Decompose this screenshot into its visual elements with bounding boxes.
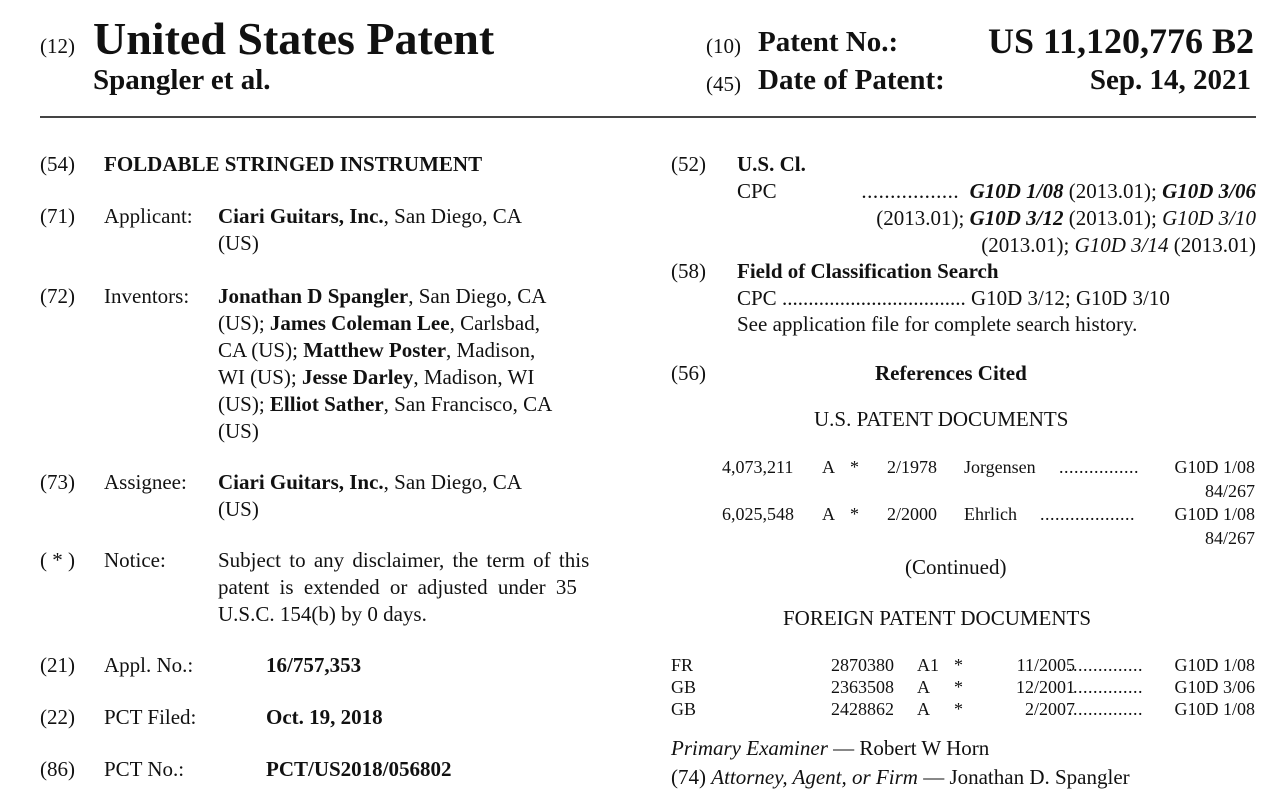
cpc-year: (2013.01); [1063,206,1163,230]
code-74: (74) [671,765,706,789]
code-10: (10) [706,34,741,58]
assignee-label: Assignee: [104,470,187,494]
inventor-location: , Madison, WI [413,365,535,389]
pct-no-value: PCT/US2018/056802 [266,757,452,781]
attorney-label: Attorney, Agent, or Firm [711,765,918,789]
foreign-patent-documents-title: FOREIGN PATENT DOCUMENTS [783,606,1092,630]
inventor-name: Jonathan D Spangler [218,284,409,308]
doc-number: 2428862 [831,699,894,719]
assignee-line [218,469,522,496]
doc-country: GB [671,699,697,719]
code-45: (45) [706,72,741,96]
doc-kind: A [917,677,930,697]
notice-label: Notice: [104,548,166,572]
doc-kind: A1 [917,655,939,675]
cpc-label: CPC [737,179,777,203]
doc-date: 2/2007 [1024,699,1075,719]
cpc-line-3 [981,232,1256,259]
applicant-country: (US) [218,231,259,255]
code-21: (21) [40,653,75,677]
inventor-country: (US); [218,392,270,416]
doc-subclass: 84/267 [1204,528,1255,548]
doc-star: * [850,457,859,477]
code-73: (73) [40,470,75,494]
search-history-note: See application file for complete search history. [737,312,1138,336]
cpc-class: G10D 3/10 [1162,206,1256,230]
doc-inventor: Ehrlich [964,504,1017,524]
doc-kind: A [917,699,930,719]
leader-dots: ............... [1068,677,1143,697]
inventor-country: (US); [218,311,270,335]
notice-line-2: patent is extended or adjusted under 35 [218,575,577,599]
doc-country: FR [671,655,694,675]
inventor-line-4 [218,364,534,391]
doc-star: * [954,699,963,719]
patent-type-title: United States Patent [93,13,495,64]
code-54: (54) [40,152,75,176]
code-22: (22) [40,705,75,729]
code-58: (58) [671,259,706,283]
doc-kind: A [822,504,835,524]
date-of-patent: Sep. 14, 2021 [1089,64,1251,96]
notice-line-1: Subject to any disclaimer, the term of this [218,548,590,572]
inventor-name: Matthew Poster [303,338,447,362]
patent-number: US 11,120,776 B2 [987,21,1254,61]
doc-number: 2363508 [831,677,894,697]
inventor-name: Jesse Darley [301,365,414,389]
inventor-location: , San Diego, CA [408,284,547,308]
invention-title: FOLDABLE STRINGED INSTRUMENT [104,152,483,176]
cpc-class: G10D 1/08 [969,179,1064,203]
doc-class: G10D 1/08 [1174,457,1255,477]
code-12: (12) [40,34,75,58]
notice-code: ( * ) [40,548,75,572]
leader-dots: ................ [1059,457,1139,477]
doc-star: * [954,677,963,697]
primary-examiner-name: — Robert W Horn [827,736,990,760]
header-rule [40,116,1256,118]
doc-class: G10D 3/06 [1174,677,1255,697]
cpc-year: (2013.01); [981,233,1075,257]
cpc-year: (2013.01) [1168,233,1256,257]
doc-subclass: 84/267 [1204,481,1255,501]
doc-star: * [954,655,963,675]
inventor-name: Elliot Sather [269,392,384,416]
inventor-location: , San Francisco, CA [383,392,553,416]
cpc-line-2 [876,205,1256,232]
code-56: (56) [671,361,706,385]
leader-dots: ................... [1040,504,1135,524]
inventor-location: , Madison, [446,338,536,362]
patent-no-label: Patent No.: [758,26,899,58]
cpc-class: G10D 3/12 [969,206,1064,230]
inventor-country: WI (US); [218,365,302,389]
doc-date: 12/2001 [1015,677,1075,697]
code-72: (72) [40,284,75,308]
applicant-location: , San Diego, CA [383,204,522,228]
applicant-line [218,203,522,230]
inventor-line-3 [218,337,535,364]
inventor-line-2 [218,310,540,337]
cpc-class: G10D 3/14 [1074,233,1169,257]
inventor-line-1 [218,283,546,310]
pct-filed-value: Oct. 19, 2018 [266,705,383,729]
doc-class: G10D 1/08 [1174,699,1255,719]
cpc-class: G10D 3/06 [1162,179,1256,203]
assignee-name: Ciari Guitars, Inc. [218,470,384,494]
cpc-line-1 [861,178,1256,205]
leader-dots: ................. [861,179,960,203]
first-inventor-et-al: Spangler et al. [93,64,271,96]
primary-examiner-label: Primary Examiner [671,736,828,760]
inventor-location: , Carlsbad, [449,311,540,335]
doc-date: 11/2005 [1016,655,1075,675]
doc-date: 2/2000 [887,504,938,524]
assignee-location: , San Diego, CA [383,470,522,494]
doc-kind: A [822,457,835,477]
inventor-name: James Coleman Lee [269,311,450,335]
leader-dots: ............... [1068,699,1143,719]
cpc-year: (2013.01); [1063,179,1163,203]
field-of-search-cpc: CPC ................................... G10D 3/12; G10D 3/10 [737,286,1170,310]
doc-star: * [850,504,859,524]
inventor-line-5 [218,391,552,418]
us-cl-label: U.S. Cl. [737,152,806,176]
primary-examiner-line [671,735,989,762]
pct-no-label: PCT No.: [104,757,185,781]
doc-date: 2/1978 [887,457,938,477]
inventor-country: CA (US); [218,338,304,362]
inventors-label: Inventors: [104,284,190,308]
doc-class: G10D 1/08 [1174,655,1255,675]
applicant-label: Applicant: [104,204,193,228]
attorney-name: — Jonathan D. Spangler [917,765,1130,789]
assignee-country: (US) [218,497,259,521]
doc-country: GB [671,677,697,697]
doc-class: G10D 1/08 [1174,504,1255,524]
continued-note: (Continued) [905,555,1007,579]
doc-number: 6,025,548 [722,504,794,524]
leader-dots: ............... [1068,655,1143,675]
references-cited-label: References Cited [875,361,1027,385]
applicant-name: Ciari Guitars, Inc. [218,204,384,228]
pct-filed-label: PCT Filed: [104,705,197,729]
inventor-line-6: (US) [218,419,259,443]
code-86: (86) [40,757,75,781]
us-patent-documents-title: U.S. PATENT DOCUMENTS [814,407,1069,431]
cpc-year: (2013.01); [876,206,970,230]
doc-inventor: Jorgensen [964,457,1036,477]
notice-line-3: U.S.C. 154(b) by 0 days. [218,602,427,626]
attorney-line [671,764,1130,791]
doc-number: 4,073,211 [722,457,794,477]
date-of-patent-label: Date of Patent: [758,64,945,96]
code-52: (52) [671,152,706,176]
doc-number: 2870380 [831,655,894,675]
appl-no-label: Appl. No.: [104,653,194,677]
code-71: (71) [40,204,75,228]
appl-no-value: 16/757,353 [266,653,362,677]
field-of-search-label: Field of Classification Search [737,259,999,283]
